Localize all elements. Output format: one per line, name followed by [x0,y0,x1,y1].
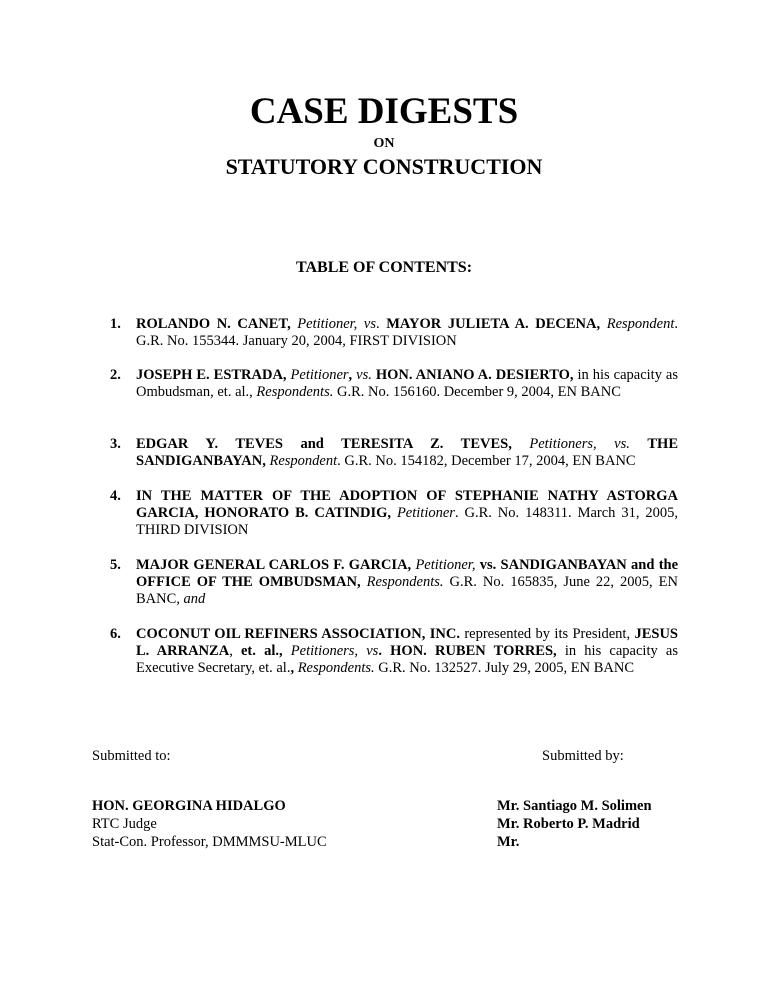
title-connector: ON [373,136,395,151]
document-subtitle: STATUTORY CONSTRUCTION [225,154,543,179]
toc-text-run: et. al., [241,643,283,659]
toc-text-run: Respondent [606,316,675,332]
toc-text-run: , [290,660,295,676]
toc-text-run: in his capacity as Executive Secretary, et. al. [136,643,678,676]
toc-text-run: . [378,643,382,659]
document-title: CASE DIGESTS [249,91,519,132]
submitter-name: Mr. [497,834,520,850]
toc-text-run: G.R. No. 165835, June 22, 2005, EN BANC, [136,574,678,607]
toc-text-run: Petitioner, [415,557,476,573]
toc-text-run: . [375,316,387,332]
toc-text-run: represented by its President, [459,626,635,642]
toc-text-run: Respondent [269,453,338,469]
toc-item-number: 5. [110,557,121,573]
submitted-by-label: Submitted by: [542,748,624,764]
toc-item-number: 3. [110,436,121,452]
toc-heading: TABLE OF CONTENTS: [295,259,473,276]
toc-text-run: and [183,591,206,607]
toc-text-run: Petitioners, vs. [529,436,630,452]
toc-text-run: MAJOR GENERAL CARLOS F. GARCIA, [136,557,412,573]
toc-text-run: EDGAR Y. TEVES and TERESITA Z. TEVES, [136,436,512,452]
toc-text-run [630,436,648,452]
toc-text-run: vs. [356,367,372,383]
toc-text-run: MAYOR JULIETA A. DECENA, [386,316,601,332]
toc-text-run: Petitioner [290,367,349,383]
submitted-to-label: Submitted to: [92,748,171,764]
toc-text-run: Petitioner, vs [297,316,376,332]
toc-item-text [136,557,678,608]
toc-text-run: , [229,643,241,659]
recipient-block [92,797,327,851]
toc-text-run [512,436,530,452]
recipient-position: RTC Judge [92,816,157,832]
toc-text-run: . G.R. No. 148311. March 31, 2005, THIRD DIVISION [136,505,679,538]
toc-text-run: HON. RUBEN TORRES, [390,643,557,659]
toc-text-run: Respondents. [256,384,334,400]
toc-text-run: in his capacity as Ombudsman, et. al., [136,367,679,400]
toc-text-run: Respondents. [297,660,375,676]
toc-text-run: COCONUT OIL REFINERS ASSOCIATION, INC. [136,626,460,642]
toc-text-run [600,316,607,332]
toc-text-run: Petitioner [396,505,455,521]
toc-text-run: vs. SANDIGANBAYAN and the OFFICE OF THE OMBUDSMAN, [136,557,679,590]
toc-text-run: ROLANDO N. CANET, [136,316,291,332]
toc-text-run: IN THE MATTER OF THE ADOPTION OF STEPHANIE NATHY ASTORGA GARCIA, HONORATO B. CATINDIG, [136,488,678,521]
recipient-name: HON. GEORGINA HIDALGO [92,798,286,814]
toc-text-run [382,643,390,659]
toc-text-run: Petitioners, vs [290,643,379,659]
toc-text-run: HON. ANIANO A. DESIERTO, [375,367,574,383]
toc-item-text [136,316,678,350]
toc-text-run: JESUS L. ARRANZA [136,626,678,659]
toc-text-run [283,643,291,659]
toc-text-run: Respondents. [366,574,444,590]
toc-item-text [136,626,678,677]
toc-text-run: . G.R. No. 155344. January 20, 2004, FIRST DIVISION [136,316,678,349]
submitters-block [497,797,652,851]
toc-text-run: THE SANDIGANBAYAN, [136,436,678,469]
toc-item-number: 2. [110,367,121,383]
toc-item-text [136,436,678,470]
submitter-name: Mr. Roberto P. Madrid [497,816,640,832]
toc-item-number: 4. [110,488,121,504]
toc-text-run: , [348,367,353,383]
toc-text-run: . G.R. No. 154182, December 17, 2004, EN BANC [337,453,636,469]
toc-text-run: JOSEPH E. ESTRADA, [136,367,287,383]
toc-text-run: G.R. No. 132527. July 29, 2005, EN BANC [374,660,635,676]
toc-item-number: 1. [110,316,121,332]
recipient-role: Stat-Con. Professor, DMMMSU-MLUC [92,834,327,850]
toc-item-text [136,488,678,539]
submitter-name: Mr. Santiago M. Solimen [497,798,652,814]
toc-item-number: 6. [110,626,121,642]
toc-item-text [136,367,678,401]
toc-text-run: G.R. No. 156160. December 9, 2004, EN BANC [333,384,621,400]
